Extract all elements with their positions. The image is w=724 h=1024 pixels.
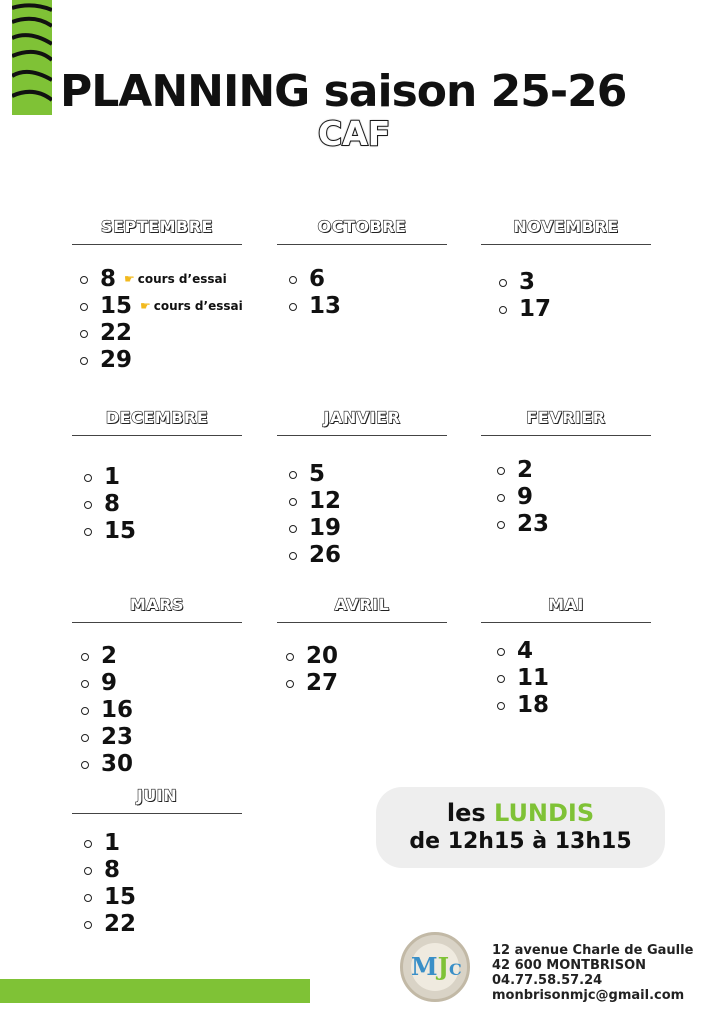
bullet-icon (84, 921, 92, 929)
bullet-icon (84, 894, 92, 902)
month-name: MARS (129, 595, 185, 614)
list-item (281, 542, 341, 569)
month-name: MAI (548, 595, 584, 614)
month-divider (72, 244, 242, 245)
bullet-icon (497, 675, 505, 683)
logo-letter-c: C (448, 960, 462, 979)
trial-note (140, 299, 243, 313)
month-name: OCTOBRE (317, 217, 407, 236)
month-september (72, 216, 242, 245)
month-divider (72, 813, 242, 814)
date-value: 16 (101, 697, 134, 723)
contact-street: 12 avenue Charle de Gaulle (492, 943, 694, 958)
list-item (281, 461, 341, 488)
bullet-icon (289, 303, 297, 311)
date-value: 1 (104, 464, 121, 490)
list-item (278, 643, 338, 670)
date-value: 20 (306, 643, 339, 669)
month-name: DECEMBRE (105, 408, 209, 427)
date-value: 1 (104, 830, 121, 856)
decorative-bar-bottom (0, 979, 310, 1003)
contact-block (492, 943, 693, 1003)
bullet-icon (84, 528, 92, 536)
month-name: AVRIL (334, 595, 390, 614)
list-item (489, 511, 549, 538)
bullet-icon (81, 653, 89, 661)
month-march (72, 594, 242, 623)
date-list-september (72, 266, 243, 374)
contact-email: monbrisonmjc@gmail.com (492, 988, 685, 1003)
schedule-day-line (376, 799, 665, 827)
month-name: JANVIER (323, 408, 401, 427)
list-item (281, 293, 341, 320)
month-october (277, 216, 447, 245)
date-value: 8 (104, 857, 121, 883)
date-value: 12 (309, 488, 342, 514)
list-item (489, 665, 549, 692)
list-item (72, 266, 243, 293)
mjc-logo (400, 932, 470, 1002)
list-item (491, 296, 551, 323)
logo-letter-m: M (411, 952, 438, 981)
list-item (489, 457, 549, 484)
decorative-stripes-top (12, 0, 52, 115)
date-value: 11 (517, 665, 550, 691)
bullet-icon (289, 498, 297, 506)
date-value: 18 (517, 692, 550, 718)
month-name: SEPTEMBRE (101, 217, 213, 236)
list-item (76, 911, 136, 938)
date-value: 8 (100, 266, 117, 292)
bullet-icon (81, 707, 89, 715)
schedule-time: de 12h15 à 13h15 (409, 829, 632, 854)
date-value: 8 (104, 491, 121, 517)
bullet-icon (497, 521, 505, 529)
bullet-icon (286, 680, 294, 688)
pointing-hand-icon: ☛ (140, 299, 151, 313)
bullet-icon (289, 471, 297, 479)
month-divider (481, 244, 651, 245)
month-april (277, 594, 447, 623)
month-divider (481, 435, 651, 436)
date-value: 2 (101, 643, 118, 669)
date-value: 22 (104, 911, 137, 937)
month-february (481, 407, 651, 436)
date-value: 6 (309, 266, 326, 292)
list-item (281, 266, 341, 293)
list-item (76, 884, 136, 911)
month-divider (481, 622, 651, 623)
date-list-january (281, 461, 341, 569)
trial-note (124, 272, 227, 286)
date-value: 17 (519, 296, 552, 322)
list-item (489, 638, 549, 665)
list-item (72, 293, 243, 320)
bullet-icon (289, 552, 297, 560)
date-value: 22 (100, 320, 133, 346)
list-item (281, 488, 341, 515)
month-name: NOVEMBRE (513, 217, 619, 236)
list-item (76, 464, 136, 491)
schedule-box (376, 787, 665, 868)
bullet-icon (80, 276, 88, 284)
date-value: 13 (309, 293, 342, 319)
list-item (76, 491, 136, 518)
bullet-icon (497, 648, 505, 656)
date-list-november (491, 269, 551, 323)
schedule-day: LUNDIS (494, 799, 595, 827)
date-list-june (76, 830, 136, 938)
note-text: cours d’essai (137, 272, 227, 286)
month-divider (277, 622, 447, 623)
date-list-may (489, 638, 549, 719)
bullet-icon (84, 840, 92, 848)
bullet-icon (81, 761, 89, 769)
bullet-icon (497, 494, 505, 502)
schedule-prefix: les (446, 799, 486, 827)
logo-letters (411, 943, 462, 991)
list-item (76, 857, 136, 884)
list-item (281, 515, 341, 542)
logo-letter-j: J (437, 952, 449, 981)
bullet-icon (81, 680, 89, 688)
date-value: 15 (104, 884, 137, 910)
date-value: 15 (104, 518, 137, 544)
bullet-icon (84, 867, 92, 875)
list-item (76, 830, 136, 857)
date-value: 19 (309, 515, 342, 541)
date-value: 3 (519, 269, 536, 295)
date-value: 4 (517, 638, 534, 664)
month-divider (277, 244, 447, 245)
month-divider (72, 435, 242, 436)
list-item (489, 692, 549, 719)
bullet-icon (84, 474, 92, 482)
month-name: FEVRIER (526, 408, 606, 427)
date-value: 30 (101, 751, 134, 777)
month-december (72, 407, 242, 436)
date-value: 23 (101, 724, 134, 750)
list-item (489, 484, 549, 511)
month-name: JUIN (136, 786, 178, 805)
list-item (72, 347, 243, 374)
bullet-icon (289, 525, 297, 533)
bullet-icon (497, 702, 505, 710)
date-list-march (73, 643, 133, 778)
note-text: cours d’essai (153, 299, 243, 313)
date-value: 9 (101, 670, 118, 696)
month-june (72, 785, 242, 814)
month-november (481, 216, 651, 245)
contact-city: 42 600 MONTBRISON (492, 958, 647, 973)
month-divider (72, 622, 242, 623)
date-list-february (489, 457, 549, 538)
date-value: 2 (517, 457, 534, 483)
date-value: 15 (100, 293, 133, 319)
date-value: 23 (517, 511, 550, 537)
bullet-icon (497, 467, 505, 475)
date-list-october (281, 266, 341, 320)
list-item (278, 670, 338, 697)
bullet-icon (80, 357, 88, 365)
list-item (73, 724, 133, 751)
date-list-december (76, 464, 136, 545)
contact-phone: 04.77.58.57.24 (492, 973, 603, 988)
page-title: PLANNING saison 25-26 (60, 66, 627, 117)
list-item (491, 269, 551, 296)
list-item (73, 697, 133, 724)
month-may (481, 594, 651, 623)
bullet-icon (499, 306, 507, 314)
bullet-icon (499, 279, 507, 287)
bullet-icon (80, 330, 88, 338)
date-value: 29 (100, 347, 133, 373)
date-value: 5 (309, 461, 326, 487)
date-value: 26 (309, 542, 342, 568)
pointing-hand-icon: ☛ (124, 272, 135, 286)
bullet-icon (289, 276, 297, 284)
date-value: 9 (517, 484, 534, 510)
month-divider (277, 435, 447, 436)
bullet-icon (286, 653, 294, 661)
bullet-icon (80, 303, 88, 311)
date-list-april (278, 643, 338, 697)
list-item (73, 751, 133, 778)
list-item (73, 670, 133, 697)
list-item (76, 518, 136, 545)
date-value: 27 (306, 670, 339, 696)
bullet-icon (84, 501, 92, 509)
list-item (73, 643, 133, 670)
month-january (277, 407, 447, 436)
page-subtitle: CAF (318, 114, 391, 153)
bullet-icon (81, 734, 89, 742)
list-item (72, 320, 243, 347)
